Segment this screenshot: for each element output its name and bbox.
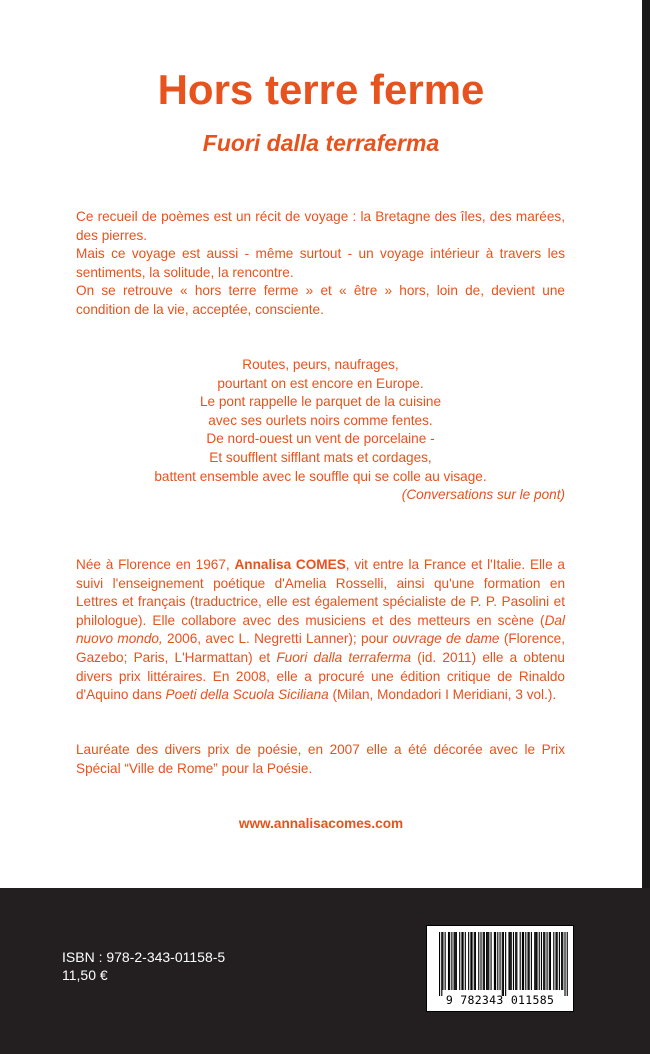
price: 11,50 € [62,967,108,983]
work-title: Fuori dalla terraferma [276,649,412,665]
barcode-bar [502,932,503,996]
barcode-bar [461,932,462,990]
author-name: Annalisa COMES [234,557,346,572]
barcode-bar [550,932,551,990]
barcode-bar [486,932,487,990]
barcode-bar [515,932,516,990]
barcode-bar [511,932,512,990]
barcode [426,925,574,1012]
barcode-bar [562,932,563,990]
bio-text: (id. 2011) elle a obtenu divers prix littéraires. En 2008, elle a procuré une édition critique de Rinaldo d'Aquino dans [76,649,565,703]
website-link[interactable]: www.annalisacomes.com [238,816,404,831]
work-title: ouvrage de dame [392,631,500,647]
barcode-bar [448,932,449,990]
barcode-bar [520,932,521,990]
bio-paragraph [76,556,565,705]
book-subtitle: Fuori dalla terraferma [202,130,440,156]
barcode-bar [480,932,481,990]
barcode-bar [499,932,500,990]
barcode-bar [456,932,457,990]
barcode-bar [516,932,517,990]
barcode-bar [561,932,562,990]
barcode-bar [439,932,440,996]
poem-excerpt [76,356,565,505]
barcode-bar [547,932,548,990]
awards-text [76,741,565,778]
barcode-bar [470,932,471,990]
barcode-bar [475,932,476,990]
isbn-block [62,948,225,984]
barcode-bar [531,932,532,990]
barcode-bar [557,932,558,990]
bio-text: , vit entre la France et l'Italie. Elle a suivi l'enseignement poétique d'Amelia Rosselli, ainsi qu'une formation en Lettres et français (traductrice, elle est également spécialiste de P. P. Pasolini et philologue). Elle collabore avec des musiciens et des metteurs en scène ( [76,557,565,628]
barcode-bar [468,932,469,990]
barcode-bar [478,932,479,990]
author-bio [76,556,565,705]
barcode-bar [449,932,450,990]
bio-text: (Florence, Gazebo; Paris, L'Harmattan) et [76,631,566,665]
poem-line: pourtant on est encore en Europe. [217,375,424,391]
barcode-bar [459,932,460,990]
awards-paragraph: Lauréate des divers prix de poésie, en 2007 elle a été décorée avec le Prix Spécial “Ville de Rome” pour la Poésie. [76,742,565,776]
barcode-bar [539,932,540,990]
barcode-bar [445,932,446,990]
barcode-bar [471,932,472,990]
barcode-bar [564,932,565,996]
barcode-bar [465,932,466,990]
barcode-bar [491,932,492,990]
barcode-bar [549,932,550,990]
barcode-bar [553,932,554,990]
cover-footer [0,888,650,1054]
book-title: Hors terre ferme [157,66,485,113]
barcode-bar [455,932,456,990]
barcode-bar [544,932,545,990]
barcode-bar [494,932,495,990]
barcode-bar [529,932,530,990]
barcode-bars [427,926,573,996]
barcode-bar [555,932,556,990]
barcode-bar [497,932,498,990]
barcode-bar [505,932,506,996]
barcode-bar [535,932,536,990]
poem-source: (Conversations sur le pont) [401,487,565,503]
barcode-bar [454,932,455,990]
barcode-bar [474,932,475,990]
barcode-bar [523,932,524,990]
barcode-bar [559,932,560,990]
intro-paragraph: Ce recueil de poèmes est un récit de voyage : la Bretagne des îles, des marées, des pierres. [76,209,565,243]
poem-line: avec ses ourlets noirs comme fentes. [208,412,433,428]
intro-text [76,208,565,320]
bio-text: (Milan, Mondadori I Meridiani, 3 vol.). [328,687,557,703]
work-title: Poeti della Scuola Siciliana [165,687,329,703]
barcode-bar [510,932,511,990]
isbn-number: ISBN : 978-2-343-01158-5 [62,949,226,965]
intro-paragraph: On se retrouve « hors terre ferme » et « être » hors, loin de, devient une condition de la vie, acceptée, consciente. [76,283,565,317]
poem-line: De nord-ouest un vent de porcelaine - [206,431,435,447]
barcode-bar [488,932,489,990]
barcode-bar [525,932,526,990]
bio-text: 2006, avec L. Negretti Lanner); pour [162,631,393,647]
barcode-bar [484,932,485,990]
barcode-bar [451,932,452,990]
barcode-bar [543,932,544,990]
barcode-bar [527,932,528,990]
work-title: Dal nuovo mondo, [76,612,565,647]
barcode-bar [495,932,496,990]
barcode-bar [567,932,568,996]
barcode-bar [442,932,443,990]
barcode-bar [487,932,488,990]
barcode-bar [513,932,514,990]
barcode-bar [503,932,504,996]
barcode-bar [534,932,535,990]
barcode-bar [541,932,542,990]
poem-line: battent ensemble avec le souffle qui se colle au visage. [154,468,487,484]
poem-line: Routes, peurs, naufrages, [242,357,399,372]
barcode-bar [483,932,484,990]
poem-line: Le pont rappelle le parquet de la cuisine [199,394,442,410]
intro-paragraph: Mais ce voyage est aussi - même surtout - un voyage intérieur à travers les sentiments, la solitude, la rencontre. [76,246,565,280]
barcode-bar [522,932,523,990]
barcode-bar [463,932,464,990]
barcode-bar [536,932,537,990]
barcode-bar [508,932,509,990]
bio-text: Née à Florence en 1967, [76,557,235,572]
barcode-bar [441,932,442,996]
barcode-digits: 9 782343 011585 [445,993,555,1007]
poem-line: Et soufflent sifflant mats et cordages, [209,449,432,465]
